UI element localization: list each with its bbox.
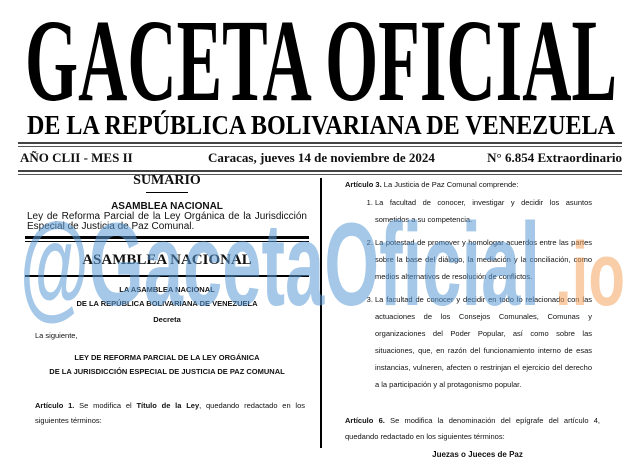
article-3 <box>345 178 610 192</box>
article-6-text: Se modifica la denominación del epígrafe del artículo 4, quedando redactado en los siguientes términos: <box>345 416 600 441</box>
article-6-label: Artículo 6. <box>345 416 385 425</box>
la-siguiente: La siguiente, <box>35 331 78 340</box>
sumario-entry: Ley de Reforma Parcial de la Ley Orgánica de la Jurisdicción Especial de Justicia de Paz Comunal. <box>27 211 307 232</box>
article-1-label: Artículo 1. <box>35 401 75 410</box>
epigraph: Juezas o Jueces de Paz <box>432 450 523 459</box>
column-divider <box>320 178 322 448</box>
list-item: 1. La facultad de conocer, investigar y decidir los asuntos sometidos a su competencia. <box>375 194 592 228</box>
sumario-underline <box>146 192 188 193</box>
section-heading: ASAMBLEA NACIONAL <box>82 252 252 268</box>
masthead-title: GACETA OFICIAL <box>25 0 617 126</box>
article-3-list <box>345 194 610 393</box>
divider <box>25 241 309 242</box>
watermark-text: @GacetaOficial <box>20 199 540 331</box>
list-item: 2. La potestad de promover y homologar acuerdos entre las partes sobre la base del diálogo, la mediación y la conciliación, como medios alternativos de resolución de conflictos. <box>375 234 592 285</box>
law-title-line-2: DE LA JURISDICCIÓN ESPECIAL DE JUSTICIA DE PAZ COMUNAL <box>49 367 285 376</box>
sumario-org: ASAMBLEA NACIONAL <box>111 201 223 212</box>
divider <box>18 142 622 144</box>
article-6 <box>345 413 610 445</box>
article-1 <box>25 398 309 428</box>
left-column <box>25 173 309 428</box>
divider <box>18 146 622 147</box>
info-bar <box>20 150 622 166</box>
decreta: Decreta <box>153 315 181 324</box>
issuer-line-1: LA ASAMBLEA NACIONAL <box>119 285 215 294</box>
divider <box>18 170 622 172</box>
article-1-bold: Título de la Ley <box>136 401 200 410</box>
law-title-line-1: LEY DE REFORMA PARCIAL DE LA LEY ORGÁNICA <box>74 353 260 362</box>
sumario-title: SUMARIO <box>133 173 201 188</box>
divider <box>25 275 309 277</box>
masthead <box>0 0 640 140</box>
masthead-subtitle: DE LA REPÚBLICA BOLIVARIANA DE VENEZUELA <box>27 110 616 140</box>
year-month: AÑO CLII - MES II <box>20 150 133 165</box>
right-column <box>345 178 610 461</box>
issue-number: N° 6.854 Extraordinario <box>487 150 622 165</box>
issuer-line-2: DE LA REPÚBLICA BOLIVARIANA DE VENEZUELA <box>76 299 258 308</box>
article-3-text: La Justicia de Paz Comunal comprende: <box>381 180 519 189</box>
watermark-suffix: .io <box>555 225 625 325</box>
article-3-label: Artículo 3. <box>345 180 382 189</box>
issue-date: Caracas, jueves 14 de noviembre de 2024 <box>208 150 435 165</box>
article-1-text: Se modifica el <box>74 401 137 410</box>
divider <box>25 236 309 239</box>
article-1-text: , quedando redactado en los siguientes términos: <box>35 401 305 425</box>
list-item: 3. La facultad de conocer y decidir en todo lo relacionado con las actuaciones de los Consejos Comunales, Comunas y organizaciones del Poder Popular, así como sobre las situaciones, que, en razón del funcionamiento interno de esas instancias, vulneren, afecten o restrinjan el ejercicio del derecho a la participación y al protagonismo popular. <box>375 291 592 393</box>
